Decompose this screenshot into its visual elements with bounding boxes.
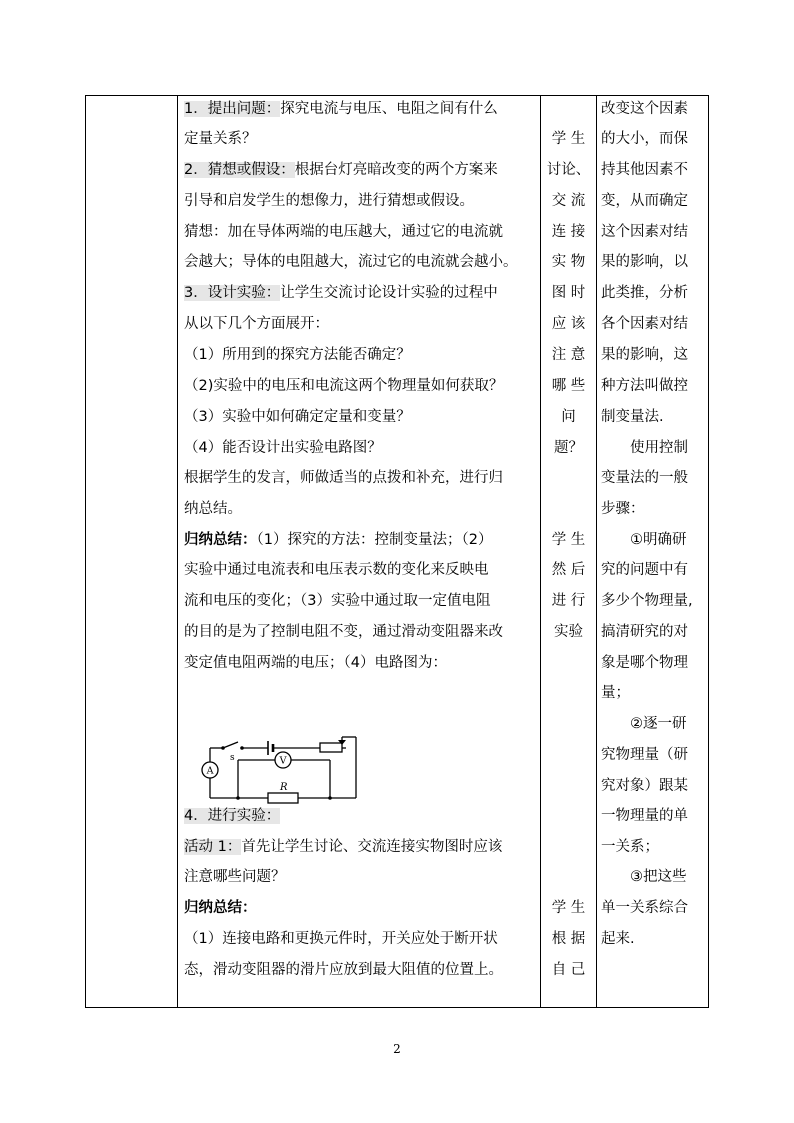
- resistor-symbol: [268, 793, 298, 803]
- section-heading: 2．猜想或假设：: [184, 162, 295, 178]
- rheostat-symbol: [320, 743, 342, 752]
- note-text-line: 的大小，而保: [601, 131, 688, 147]
- text-run: 首先让学生讨论、交流连接实物图时应该: [241, 839, 503, 855]
- teacher-text-line: [184, 654, 447, 672]
- text-run: 从以下几个方面展开：: [184, 316, 329, 332]
- teacher-text-line: [184, 838, 502, 856]
- text-run: 定量关系？: [184, 131, 257, 147]
- text-run: 纳总结。: [184, 501, 242, 517]
- voltmeter-label: V: [279, 755, 287, 767]
- teacher-text-line: [184, 561, 489, 579]
- note-text-line: 使用控制: [601, 440, 688, 456]
- teacher-text-line: [184, 315, 329, 333]
- text-run: 引导和启发学生的想像力，进行猜想或假设。: [184, 193, 474, 209]
- text-run: （4）能否设计出实验电路图？: [184, 440, 382, 456]
- teacher-text-line: [184, 284, 498, 302]
- text-run: （3）实验中如何确定定量和变量？: [184, 409, 411, 425]
- note-text-line: 量；: [601, 685, 630, 701]
- note-text-line: 一关系；: [601, 839, 659, 855]
- student-text-line: 学 生: [551, 900, 586, 916]
- note-text-line: 种方法叫做控: [601, 378, 688, 394]
- note-text-line: 究的问题中有: [601, 562, 688, 578]
- teacher-text-line: [184, 192, 474, 210]
- text-run: 注意哪些问题？: [184, 869, 286, 885]
- teacher-text-line: [184, 623, 503, 641]
- text-run: 猜想：加在导体两端的电压越大，通过它的电流就: [184, 224, 503, 240]
- student-text-line: 讨论、: [546, 162, 591, 178]
- switch-symbol: [223, 742, 238, 748]
- teacher-text-line: [184, 469, 503, 487]
- summary-heading: 归纳总结：: [184, 532, 257, 548]
- teacher-text-line: [184, 161, 498, 179]
- student-text-line: 应 该: [551, 316, 586, 332]
- note-text-line: 究对象）跟某: [601, 778, 688, 794]
- column-notes: [597, 96, 710, 1007]
- student-text-line: 学 生: [551, 532, 586, 548]
- note-text-line: 各个因素对结: [601, 316, 688, 332]
- teacher-text-line: [184, 868, 286, 886]
- note-text-line: 究物理量（研: [601, 747, 688, 763]
- section-heading: 4．进行实验：: [184, 808, 281, 824]
- teacher-text-line: [184, 500, 242, 518]
- teacher-text-line: [184, 408, 411, 426]
- note-text-line: ③把这些: [601, 869, 687, 885]
- note-text-line: 搞清研究的对: [601, 624, 688, 640]
- teacher-text-line: [184, 223, 503, 241]
- note-text-line: 单一关系综合: [601, 900, 688, 916]
- text-run: （1）连接电路和更换元件时，开关应处于断开状: [184, 931, 498, 947]
- teacher-text-line: [184, 439, 382, 457]
- resistor-label: R: [280, 782, 288, 793]
- circuit-diagram: [190, 726, 358, 804]
- student-text-line: 问: [561, 409, 576, 425]
- text-run: （1）所用到的探究方法能否确定？: [184, 347, 411, 363]
- note-text-line: 象是哪个物理: [601, 655, 688, 671]
- note-text-line: 制变量法.: [601, 409, 664, 425]
- note-text-line: 一物理量的单: [601, 808, 688, 824]
- text-run: （2)实验中的电压和电流这两个物理量如何获取？: [184, 378, 504, 394]
- note-text-line: 此类推，分析: [601, 285, 688, 301]
- summary-heading: 归纳总结：: [184, 900, 257, 916]
- student-text-line: 学 生: [551, 131, 586, 147]
- teacher-text-line: [184, 253, 518, 271]
- student-text-line: 题？: [554, 440, 583, 456]
- student-text-line: 交 流: [551, 193, 586, 209]
- teacher-text-line: [184, 930, 498, 948]
- student-text-line: 哪 些: [551, 378, 586, 394]
- teacher-text-line: [184, 807, 280, 825]
- section-heading: 1．提出问题：: [184, 101, 281, 117]
- text-run: 会越大；导体的电阻越大，流过它的电流就会越小。: [184, 254, 518, 270]
- column-empty: [86, 96, 177, 1007]
- page-number: 2: [393, 1042, 401, 1056]
- note-text-line: 多少个物理量,: [601, 593, 693, 609]
- student-text-line: 连 接: [551, 224, 586, 240]
- student-text-line: 图 时: [551, 285, 586, 301]
- note-text-line: 起来.: [601, 931, 635, 947]
- text-run: 变定值电阻两端的电压；（4）电路图为：: [184, 655, 447, 671]
- section-heading: 活动 1：: [184, 839, 242, 855]
- student-text-line: 根 据: [551, 931, 586, 947]
- teacher-text-line: [184, 130, 257, 148]
- teacher-text-line: [184, 592, 490, 610]
- student-text-line: 进 行: [551, 593, 586, 609]
- teacher-text-line: [184, 961, 503, 979]
- text-run: 根据学生的发言，师做适当的点拨和补充，进行归: [184, 470, 503, 486]
- switch-label: s: [230, 753, 235, 763]
- note-text-line: 步骤：: [601, 501, 645, 517]
- text-run: （1）探究的方法：控制变量法；（2）: [256, 532, 493, 548]
- teacher-text-line: [184, 346, 411, 364]
- student-text-line: 实 物: [551, 254, 586, 270]
- student-text-line: 实验: [554, 624, 583, 640]
- text-run: 流和电压的变化；（3）实验中通过取一定值电阻: [184, 593, 491, 609]
- note-text-line: 持其他因素不: [601, 162, 688, 178]
- ammeter-label: A: [206, 765, 214, 777]
- column-teacher-activity: [178, 96, 540, 1007]
- teacher-text-line: [184, 100, 498, 118]
- student-text-line: 注 意: [551, 347, 586, 363]
- text-run: 实验中通过电流表和电压表示数的变化来反映电: [184, 562, 489, 578]
- text-run: 的目的是为了控制电阻不变，通过滑动变阻器来改: [184, 624, 503, 640]
- teacher-text-line: [184, 899, 257, 917]
- section-heading: 3．设计实验：: [184, 285, 281, 301]
- text-run: 探究电流与电压、电阻之间有什么: [280, 101, 498, 117]
- note-text-line: 果的影响，这: [601, 347, 688, 363]
- note-text-line: 果的影响，以: [601, 254, 688, 270]
- student-text-line: 自 己: [551, 962, 586, 978]
- teacher-text-line: [184, 377, 503, 395]
- student-text-line: 然 后: [551, 562, 586, 578]
- text-run: 态，滑动变阻器的滑片应放到最大阻值的位置上。: [184, 962, 503, 978]
- note-text-line: 改变这个因素: [601, 101, 688, 117]
- note-text-line: ②逐一研: [601, 716, 687, 732]
- note-text-line: 变，从而确定: [601, 193, 688, 209]
- column-student-activity: [541, 96, 596, 1007]
- lesson-table: [85, 95, 709, 1008]
- text-run: 让学生交流讨论设计实验的过程中: [280, 285, 498, 301]
- text-run: 根据台灯亮暗改变的两个方案来: [294, 162, 498, 178]
- note-text-line: 变量法的一般: [601, 470, 688, 486]
- note-text-line: 这个因素对结: [601, 224, 688, 240]
- note-text-line: ①明确研: [601, 532, 687, 548]
- teacher-text-line: [184, 531, 492, 549]
